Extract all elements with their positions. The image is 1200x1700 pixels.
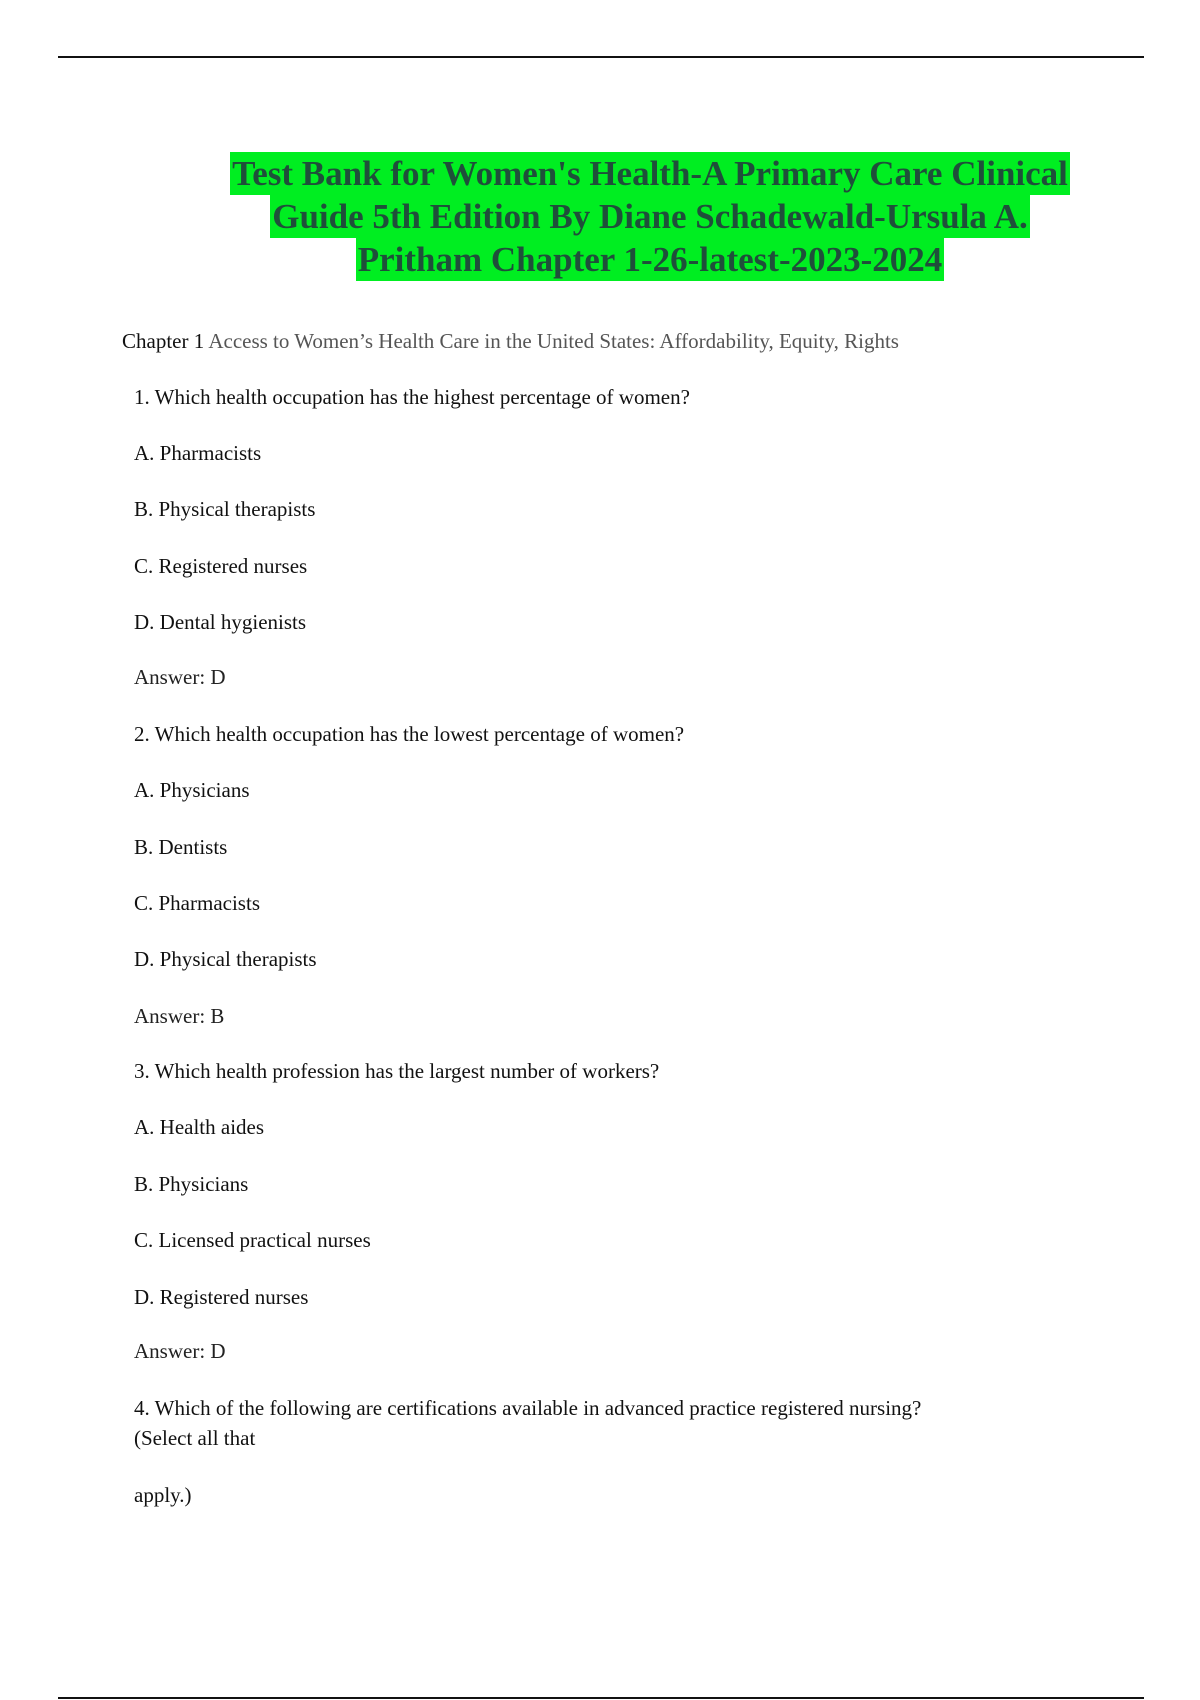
question-3-option-a: A. Health aides [134,1115,265,1139]
question-2-answer: Answer: B [134,1004,225,1028]
question-2-option-a: A. Physicians [134,778,250,802]
question-4-line-1: 4. Which of the following are certifications available in advanced practice registered nursing? [134,1396,922,1420]
question-1-answer: Answer: D [134,665,226,689]
question-2: 2. Which health occupation has the lowest percentage of women? [134,722,685,746]
question-4-line-2: (Select all that [134,1426,256,1450]
question-2-option-d: D. Physical therapists [134,947,317,971]
question-2-option-b: B. Dentists [134,835,228,859]
document-title [120,152,1180,281]
question-3-option-b: B. Physicians [134,1172,249,1196]
question-3: 3. Which health profession has the largest number of workers? [134,1059,660,1083]
question-3-option-d: D. Registered nurses [134,1285,309,1309]
chapter-heading [122,327,899,355]
question-1-option-b: B. Physical therapists [134,497,316,521]
title-line-2: Guide 5th Edition By Diane Schadewald-Ursula A. [272,197,1028,236]
title-line-3: Pritham Chapter 1-26-latest-2023-2024 [357,240,943,279]
question-3-option-c: C. Licensed practical nurses [134,1228,371,1252]
chapter-title: Access to Women’s Health Care in the United States: Affordability, Equity, Rights [208,329,899,353]
top-rule [58,56,1144,58]
question-1: 1. Which health occupation has the highest percentage of women? [134,385,690,409]
chapter-label: Chapter 1 [122,329,205,353]
question-3-answer: Answer: D [134,1339,226,1363]
question-1-option-c: C. Registered nurses [134,554,308,578]
title-line-1: Test Bank for Women's Health-A Primary Care Clinical [232,154,1068,193]
bottom-rule [58,1697,1144,1699]
question-1-option-d: D. Dental hygienists [134,610,307,634]
question-2-option-c: C. Pharmacists [134,891,260,915]
question-1-option-a: A. Pharmacists [134,441,262,465]
question-4-line-3: apply.) [134,1483,192,1507]
